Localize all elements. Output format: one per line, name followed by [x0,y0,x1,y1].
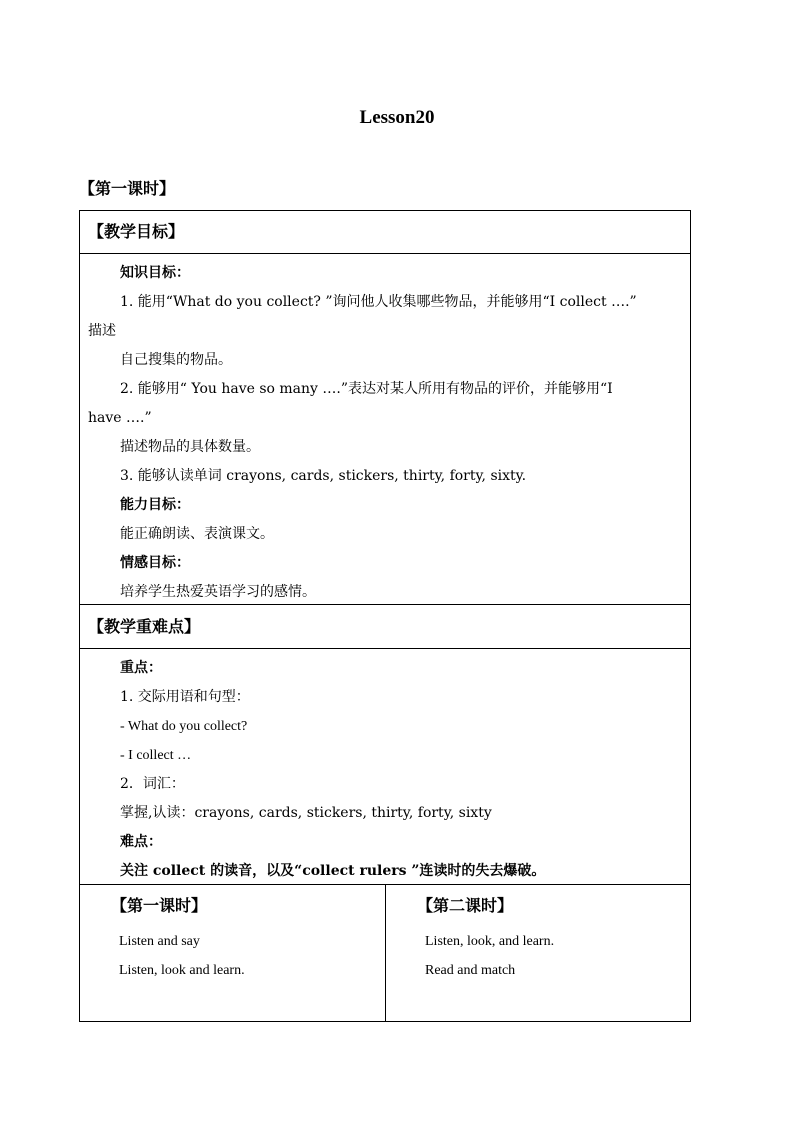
key-points-section [79,604,691,885]
objective-item-3: 3. 能够认读单词 crayons, cards, stickers, thirty, forty, sixty. [120,468,527,484]
schedule-table [79,884,691,1022]
key-label: 重点： [120,660,162,676]
key-points-header [80,605,690,649]
key-question-line: - What do you collect? [120,719,248,734]
objectives-header-text: 【教学目标】 [88,222,185,241]
ability-label: 能力目标： [120,497,190,513]
schedule-column-2-header: 【第二课时】 [417,896,514,915]
difficult-label: 难点： [120,834,162,850]
lesson-label: 【第一课时】 [79,179,176,198]
schedule-column-2-item: Read and match [425,963,516,978]
objective-item-2-line-2: have ….” [88,410,152,426]
objectives-header [80,211,690,254]
schedule-column-2-item: Listen, look, and learn. [425,934,555,949]
key-vocab: 掌握,认读：crayons, cards, stickers, thirty, forty, sixty [120,805,492,821]
schedule-column-1-item: Listen, look and learn. [119,963,245,978]
schedule-column-1 [80,885,385,1021]
objective-item-2-line-3: 描述物品的具体数量。 [120,439,260,455]
key-item-1: 1. 交际用语和句型： [120,689,250,705]
key-answer-line: - I collect … [120,748,192,763]
emotion-text: 培养学生热爱英语学习的感情。 [120,584,316,598]
page-title: Lesson20 [359,107,435,128]
objective-item-1-line-1: 1. 能用“What do you collect? ”询问他人收集哪些物品，并能够用“I collect ….” [120,294,637,310]
schedule-column-1-item: Listen and say [119,934,200,949]
difficult-text: 关注 collect 的读音，以及“collect rulers ”连读时的失去爆破。 [120,863,546,879]
objectives-section [79,210,691,605]
schedule-column-1-header: 【第一课时】 [111,896,208,915]
emotion-label: 情感目标： [120,555,190,571]
objectives-body [80,254,690,598]
knowledge-label: 知识目标： [120,265,190,281]
schedule-column-2 [385,885,690,1021]
key-points-body [80,649,690,886]
key-item-2: 2．词汇： [120,776,185,792]
objective-item-1-line-3: 自己搜集的物品。 [120,352,232,368]
ability-text: 能正确朗读、表演课文。 [120,526,274,542]
objective-item-1-line-2: 描述 [88,323,116,339]
objective-item-2-line-1: 2. 能够用“ You have so many ….”表达对某人所用有物品的评价，并能够用“I [120,381,613,397]
key-points-header-text: 【教学重难点】 [88,617,201,636]
